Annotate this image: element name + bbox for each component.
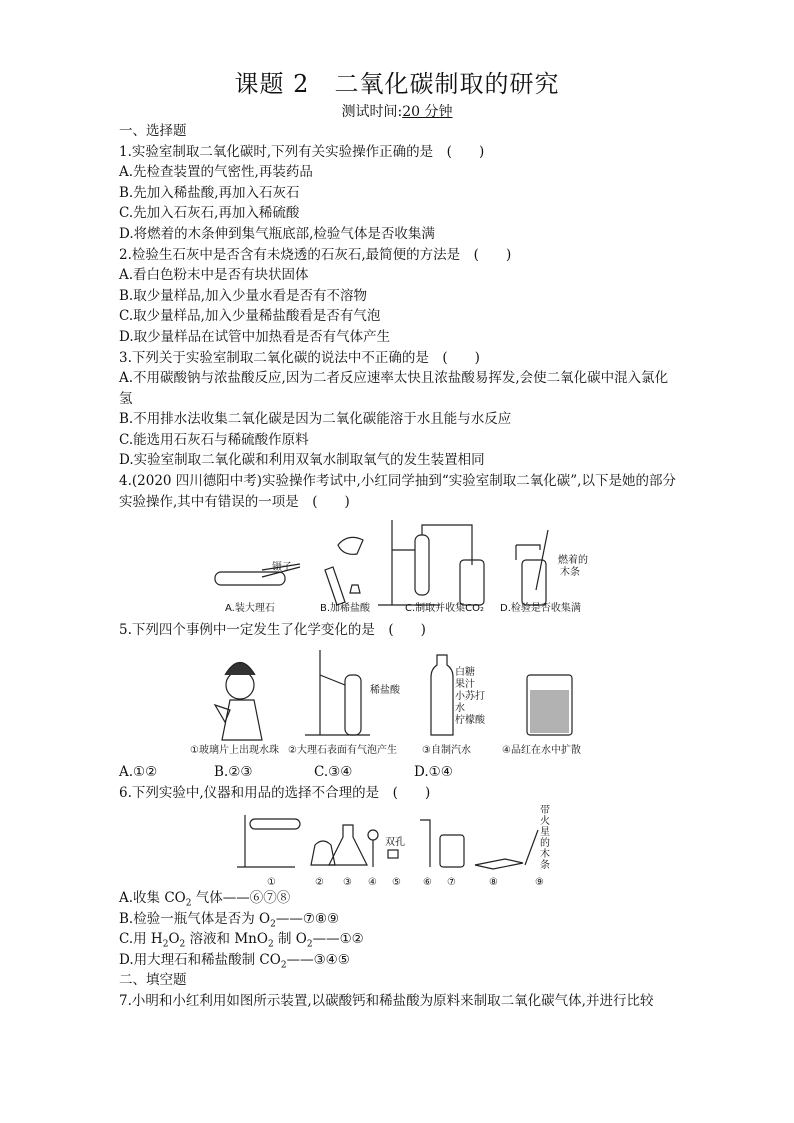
q6-c-mid3: 制 O xyxy=(273,931,307,948)
q5-figure xyxy=(190,645,610,760)
fig-label: 木 xyxy=(540,849,550,860)
section-heading: 二、填空题 xyxy=(119,972,187,989)
gas-bottle xyxy=(522,560,546,605)
q3-option-d: D.实验室制取二氧化碳和利用双氧水制取氧气的发生装置相同 xyxy=(119,452,485,469)
fig-number: ⑧ xyxy=(489,877,498,888)
fig-label: 燃着的 xyxy=(558,555,588,566)
fig-number: ① xyxy=(267,877,276,888)
fig-label: 双孔 xyxy=(385,837,405,848)
fig-label: 镊子 xyxy=(272,562,292,573)
fig-label: 水 xyxy=(455,703,465,714)
fig-caption: A.装大理石 xyxy=(225,603,275,614)
q1-stem: 1.实验室制取二氧化碳时,下列有关实验操作正确的是 ( ) xyxy=(119,143,485,160)
apparatus-3 xyxy=(329,825,367,865)
fig-number: ⑦ xyxy=(447,877,456,888)
fig-label: 柠檬酸 xyxy=(455,715,485,726)
q5-option-d: D.①④ xyxy=(414,764,453,780)
fig-number: ② xyxy=(315,877,324,888)
q6-c-text: C.用 H xyxy=(119,931,163,948)
fig-caption: D.检验是否收集满 xyxy=(500,603,581,614)
fig-label: 白糖 xyxy=(455,667,475,678)
q6-c-sub4: 2 xyxy=(306,939,313,950)
girl-icon xyxy=(226,671,254,699)
q6-option-d xyxy=(119,950,679,971)
apparatus-4 xyxy=(368,830,378,840)
fig-caption: B.加稀盐酸 xyxy=(320,603,371,614)
q5-option-a: A.①② xyxy=(119,764,158,780)
fig-label: 小苏打 xyxy=(455,691,485,702)
q7-stem: 7.小明和小红利用如图所示装置,以碳酸钙和稀盐酸为原料来制取二氧化碳气体,并进行比较 xyxy=(119,992,654,1009)
q6-b-post: ——⑦⑧⑨ xyxy=(275,910,340,927)
apparatus-6 xyxy=(420,820,430,867)
fig-label: 果汁 xyxy=(455,679,475,690)
q1-option-b: B.先加入稀盐酸,再加入石灰石 xyxy=(119,184,300,201)
test-time xyxy=(0,101,794,121)
test-tube-b xyxy=(325,567,345,605)
q6-option-b xyxy=(119,909,679,930)
q6-c-sub: 2 xyxy=(162,939,169,950)
fig-number: ⑨ xyxy=(535,877,544,888)
q6-c-post: ——①② xyxy=(312,931,364,948)
apparatus-8 xyxy=(475,859,523,869)
q2-option-b: B.取少量样品,加入少量水看是否有不溶物 xyxy=(119,287,368,304)
q1-option-c: C.先加入石灰石,再加入稀硫酸 xyxy=(119,205,300,222)
fig-label: 火 xyxy=(540,816,550,827)
fig-caption: ②大理石表面有气泡产生 xyxy=(288,745,397,756)
fig-caption: ①玻璃片上出现水珠 xyxy=(190,745,279,756)
generator-tube xyxy=(415,535,429,595)
fig-caption: ③自制汽水 xyxy=(422,745,471,756)
q4-figure xyxy=(210,515,610,615)
apparatus-7 xyxy=(440,835,464,867)
fig-label: 星 xyxy=(540,827,550,838)
section-heading: 一、选择题 xyxy=(119,123,187,139)
q6-c-sub2: 2 xyxy=(179,939,186,950)
q6-option-c xyxy=(119,929,679,950)
q2-option-c: C.取少量样品,加入少量稀盐酸看是否有气泡 xyxy=(119,308,381,325)
hand-icon xyxy=(338,537,363,554)
q6-a-sub: 2 xyxy=(185,898,192,909)
fig-label: 带 xyxy=(540,805,550,816)
q2-option-a: A.看白色粉末中是否有块状固体 xyxy=(119,267,309,284)
q6-a-post: 气体——⑥⑦⑧ xyxy=(191,890,291,906)
test-tube xyxy=(345,675,361,735)
q5-option-b: B.②③ xyxy=(214,764,253,780)
q6-c-mid2: 溶液和 MnO xyxy=(185,931,268,948)
q1-option-a: A.先检查装置的气密性,再装药品 xyxy=(119,164,313,181)
q6-figure xyxy=(235,805,575,890)
q6-b-sub: 2 xyxy=(270,919,276,930)
fig-number: ⑤ xyxy=(392,877,401,888)
q1-option-d: D.将燃着的木条伸到集气瓶底部,检验气体是否收集满 xyxy=(119,225,435,242)
q5-options xyxy=(119,762,679,783)
fig-caption: C.制取并收集CO₂ xyxy=(405,603,485,614)
q6-d-text: D.用大理石和稀盐酸制 CO xyxy=(119,951,281,968)
apparatus-9 xyxy=(525,830,538,865)
q2-stem: 2.检验生石灰中是否含有未烧透的石灰石,最简便的方法是 ( ) xyxy=(119,246,512,263)
fig-label: 木条 xyxy=(560,567,580,578)
q6-b-text: B.检验一瓶气体是否为 O xyxy=(119,910,271,927)
q3-option-c: C.能选用石灰石与稀硫酸作原料 xyxy=(119,431,309,448)
apparatus-5 xyxy=(388,850,398,858)
page-title: 课题 2 二氧化碳制取的研究 xyxy=(234,70,560,98)
fig-number: ④ xyxy=(368,877,377,888)
fig-label: 的 xyxy=(540,838,550,849)
soda-bottle-icon xyxy=(431,655,453,735)
apparatus-1 xyxy=(250,819,300,829)
q3-option-b: B.不用排水法收集二氧化碳是因为二氧化碳能溶于水且能与水反应 xyxy=(119,411,512,428)
q3-stem: 3.下列关于实验室制取二氧化碳的说法中不正确的是 ( ) xyxy=(119,349,480,366)
q6-c-mid: O xyxy=(168,931,180,948)
q4-stem: 4.(2020 四川德阳中考)实验操作考试中,小红同学抽到“实验室制取二氧化碳”,以下是她的部分实验操作,其中有错误的一项是 ( ) xyxy=(119,472,676,510)
time-value: 20 分钟 xyxy=(402,104,453,120)
fig-caption: ④品红在水中扩散 xyxy=(502,745,581,756)
fig-label: 条 xyxy=(540,860,550,871)
q6-option-a xyxy=(119,888,679,909)
q6-stem: 6.下列实验中,仪器和用品的选择不合理的是 ( ) xyxy=(119,784,431,801)
q6-a-text: A.收集 CO xyxy=(119,890,186,906)
fig-number: ⑥ xyxy=(423,877,432,888)
q6-c-sub3: 2 xyxy=(267,939,274,950)
q2-option-d: D.取少量样品在试管中加热看是否有气体产生 xyxy=(119,328,391,345)
q6-d-sub: 2 xyxy=(280,960,287,971)
time-label: 测试时间: xyxy=(341,104,403,120)
q5-option-c: C.③④ xyxy=(314,764,353,780)
fig-label: 稀盐酸 xyxy=(370,685,400,696)
fig-number: ③ xyxy=(343,877,352,888)
q5-stem: 5.下列四个事例中一定发生了化学变化的是 ( ) xyxy=(119,622,426,638)
q6-d-post: ——③④⑤ xyxy=(286,951,350,968)
collecting-bottle xyxy=(460,560,484,605)
q3-option-a: A.不用碳酸钠与浓盐酸反应,因为二者反应速率太快且浓盐酸易挥发,会使二氧化碳中混入氯化氢 xyxy=(119,370,669,407)
